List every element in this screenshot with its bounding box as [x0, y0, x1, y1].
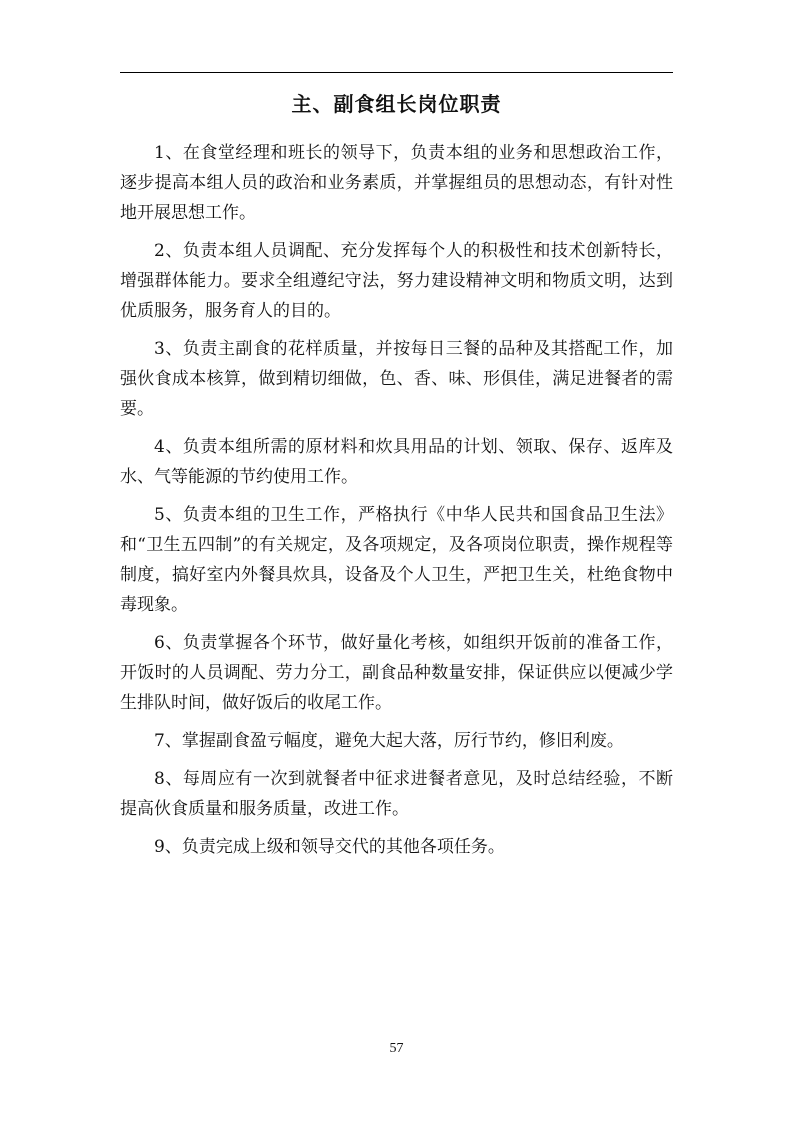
paragraph-1: 1、在食堂经理和班长的领导下，负责本组的业务和思想政治工作，逐步提高本组人员的政治和业务素质，并掌握组员的思想动态，有针对性地开展思想工作。: [120, 143, 673, 223]
paragraph-7: 7、掌握副食盈亏幅度，避免大起大落，厉行节约，修旧利废。: [154, 731, 624, 751]
header-rule: [120, 72, 673, 73]
paragraph-4: 4、负责本组所需的原材料和炊具用品的计划、领取、保存、返库及水、气等能源的节约使用工作。: [120, 437, 673, 487]
document-body: [120, 138, 673, 870]
paragraph-5: 5、负责本组的卫生工作，严格执行《中华人民共和国食品卫生法》和“卫生五四制”的有关规定，及各项规定，及各项岗位职责，操作规程等制度，搞好室内外餐具炊具，设备及个人卫生，严把卫生关，杜绝食物中毒现象。: [120, 505, 673, 615]
paragraph-2: 2、负责本组人员调配、充分发挥每个人的积极性和技术创新特长，增强群体能力。要求全组遵纪守法，努力建设精神文明和物质文明，达到优质服务，服务育人的目的。: [120, 241, 673, 321]
paragraph-8: 8、每周应有一次到就餐者中征求进餐者意见，及时总结经验，不断提高伙食质量和服务质量，改进工作。: [120, 769, 673, 819]
paragraph-3: 3、负责主副食的花样质量，并按每日三餐的品种及其搭配工作，加强伙食成本核算，做到精切细做，色、香、味、形俱佳，满足进餐者的需要。: [120, 339, 673, 419]
page-title: 主、副食组长岗位职责: [291, 92, 502, 116]
paragraph-6: 6、负责掌握各个环节，做好量化考核，如组织开饭前的准备工作，开饭时的人员调配、劳力分工，副食品种数量安排，保证供应以便减少学生排队时间，做好饭后的收尾工作。: [120, 633, 673, 713]
page-number: 57: [389, 1041, 404, 1056]
paragraph-9: 9、负责完成上级和领导交代的其他各项任务。: [154, 837, 505, 857]
